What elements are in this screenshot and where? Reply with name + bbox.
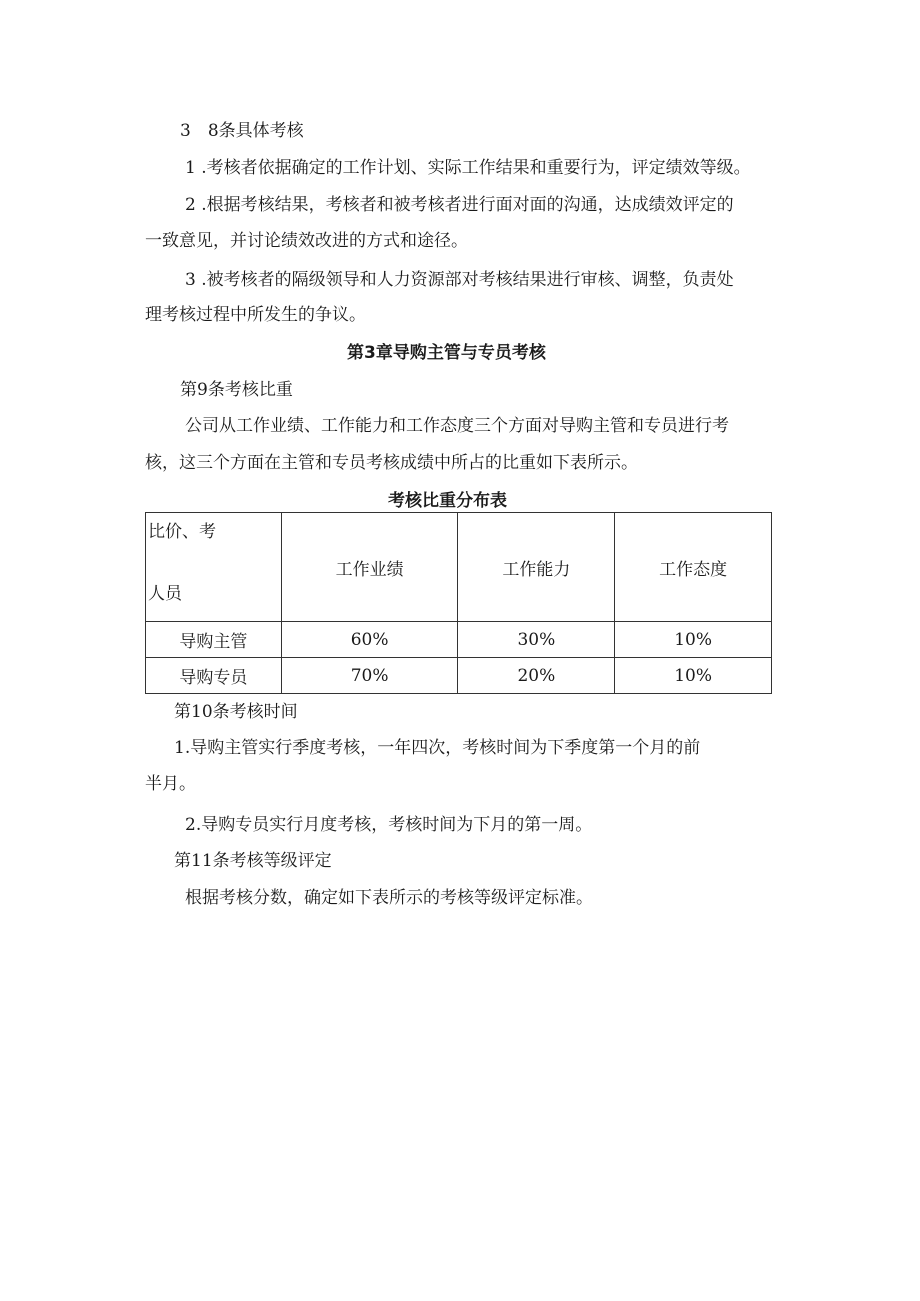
article-8-item-2-cont: 一致意见，并讨论绩效改进的方式和途径。 bbox=[145, 231, 468, 251]
article-10-item-1: 1.导购主管实行季度考核，一年四次，考核时间为下季度第一个月的前 bbox=[174, 738, 701, 758]
article-8-item-3: 3 .被考核者的隔级领导和人力资源部对考核结果进行审核、调整，负责处 bbox=[185, 270, 734, 290]
article-9-paragraph-line-2: 核，这三个方面在主管和专员考核成绩中所占的比重如下表所示。 bbox=[145, 453, 638, 473]
table-row bbox=[146, 622, 772, 658]
article-8-item-2: 2 .根据考核结果，考核者和被考核者进行面对面的沟通，达成绩效评定的 bbox=[185, 195, 734, 215]
article-11-heading: 第11条考核等级评定 bbox=[174, 851, 332, 871]
article-10-item-1-cont: 半月。 bbox=[145, 774, 196, 794]
column-header-attitude: 工作态度 bbox=[615, 513, 772, 622]
row-label-specialist: 导购专员 bbox=[146, 658, 282, 694]
table-cell: 20% bbox=[458, 658, 615, 694]
table-title: 考核比重分布表 bbox=[388, 491, 507, 511]
article-8-item-1: 1 .考核者依据确定的工作计划、实际工作结果和重要行为，评定绩效等级。 bbox=[185, 158, 751, 178]
weight-distribution-table bbox=[145, 512, 772, 694]
article-11-paragraph: 根据考核分数，确定如下表所示的考核等级评定标准。 bbox=[185, 888, 593, 908]
table-row bbox=[146, 658, 772, 694]
column-header-ability: 工作能力 bbox=[458, 513, 615, 622]
article-9-heading: 第9条考核比重 bbox=[180, 380, 293, 400]
article-8-heading: 3 8条具体考核 bbox=[180, 121, 304, 141]
article-9-paragraph-line-1: 公司从工作业绩、工作能力和工作态度三个方面对导购主管和专员进行考 bbox=[185, 416, 729, 436]
table-cell: 30% bbox=[458, 622, 615, 658]
table-cell: 10% bbox=[615, 658, 772, 694]
corner-label-top: 比价、考 bbox=[148, 522, 216, 542]
chapter-3-title: 第3章导购主管与专员考核 bbox=[347, 343, 546, 363]
article-10-heading: 第10条考核时间 bbox=[174, 702, 298, 722]
column-header-performance: 工作业绩 bbox=[281, 513, 458, 622]
table-corner-cell bbox=[146, 513, 282, 622]
corner-label-bottom: 人员 bbox=[148, 584, 182, 604]
table-header-row bbox=[146, 513, 772, 622]
article-8-item-3-cont: 理考核过程中所发生的争议。 bbox=[145, 305, 366, 325]
article-10-item-2: 2.导购专员实行月度考核，考核时间为下月的第一周。 bbox=[185, 815, 593, 835]
table-cell: 70% bbox=[281, 658, 458, 694]
table-cell: 10% bbox=[615, 622, 772, 658]
table-cell: 60% bbox=[281, 622, 458, 658]
row-label-supervisor: 导购主管 bbox=[146, 622, 282, 658]
